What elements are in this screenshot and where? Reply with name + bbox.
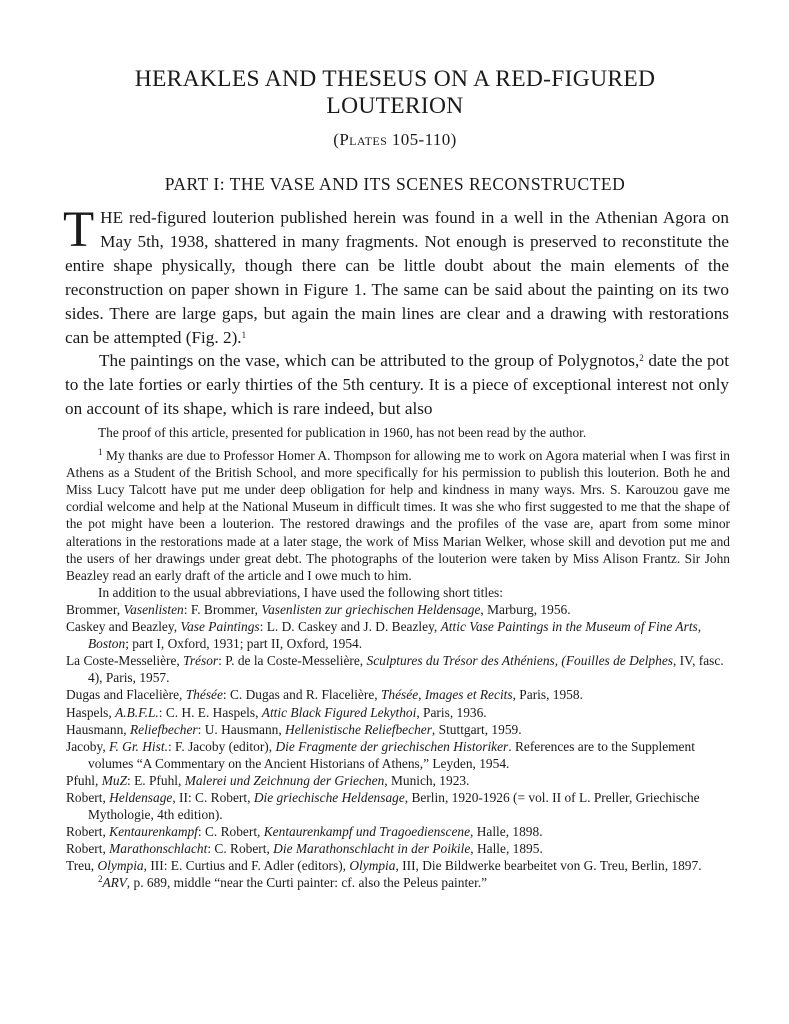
- footnotes: [66, 424, 730, 892]
- footnote-ref-1[interactable]: 1: [241, 329, 247, 340]
- drop-cap: T: [63, 202, 95, 258]
- abbreviation-entry: Dugas and Flacelière, Thésée: C. Dugas and R. Flacelière, Thésée, Images et Recits, Paris, 1958.: [66, 687, 583, 703]
- proof-note: The proof of this article, presented for publication in 1960, has not been read by the author.: [98, 425, 587, 440]
- abbreviations-list: [66, 601, 730, 875]
- abbreviation-entry: Pfuhl, MuZ: E. Pfuhl, Malerei und Zeichnung der Griechen, Munich, 1923.: [66, 772, 470, 788]
- plates-range: 105-110): [391, 130, 457, 149]
- paragraph-1: THE red-figured louterion published herein was found in a well in the Athenian Agora on May 5th, 1938, shattered in many fragments. Not enough is preserved to reconstitute the entire shape physically, though there can be little doubt about the main elements of the reconstruction on paper shown in Figure 1. The same can be said about the painting on its two sides. There are large gaps, but again the main lines are clear and a drawing with restorations can be attempted (Fig. 2).$^1$: [63, 202, 729, 347]
- footnote-1: $^1$ My thanks are due to Professor Homer A. Thompson for allowing me to work on Agora material when I was first in Athens as a Student of the British School, and more specifically for his permission to publish this louterion. Both he and Miss Lucy Talcott have put me under deep obligation for help and kindness in many ways. Mrs. S. Karouzou gave me cordial welcome and help at the National Museum in difficult times. It was she who first suggested to me that the shape of the pot might have been a louterion. The restored drawings and the profiles of the vase are, apart from some minor alterations in the restorations made at a later stage, the work of Miss Marian Welker, whose skill and devotion put me and the users of her drawings under great debt. The photographs of the louterion were taken by Miss Alison Frantz. Sir John Beazley read an early draft of the article and I owe much to him.: [66, 447, 730, 583]
- body-text: [63, 202, 729, 421]
- abbreviation-entry: La Coste-Messelière, Trésor: P. de la Coste-Messelière, Sculptures du Trésor des Athéniens, (Fouilles de Delphes, IV, fasc. 4), Paris, 1957.: [66, 653, 724, 686]
- abbreviation-entry: Haspels, A.B.F.L.: C. H. E. Haspels, Attic Black Figured Lekythoi, Paris, 1936.: [66, 704, 487, 720]
- article-title: [60, 66, 730, 120]
- abbreviations-intro: In addition to the usual abbreviations, I have used the following short titles:: [98, 584, 503, 600]
- plates-label: Plates: [339, 130, 388, 149]
- abbreviation-entry: Hausmann, Reliefbecher: U. Hausmann, Hellenistische Reliefbecher, Stuttgart, 1959.: [66, 721, 522, 737]
- abbreviation-entry: Robert, Kentaurenkampf: C. Robert, Kentaurenkampf und Tragoedienscene, Halle, 1898.: [66, 824, 543, 840]
- paragraph-2: The paintings on the vase, which can be attributed to the group of Polygnotos,$^2$ date the pot to the late forties or early thirties of the 5th century. It is a piece of exceptional interest not only on account of its shape, which is rare indeed, but also: [65, 351, 729, 419]
- abbreviation-entry: Robert, Heldensage, II: C. Robert, Die griechische Heldensage, Berlin, 1920-1926 (= vol. II of L. Preller, Griechische Mythologie, 4th edition).: [66, 789, 700, 823]
- plates-reference: (Plates 105-110): [333, 130, 457, 149]
- footnote-ref-2[interactable]: 2: [639, 353, 644, 364]
- abbreviation-entry: Treu, Olympia, III: E. Curtius and F. Adler (editors), Olympia, III, Die Bildwerke bearbeitet von G. Treu, Berlin, 1897.: [66, 858, 702, 874]
- abbreviation-entry: Robert, Marathonschlacht: C. Robert, Die Marathonschlacht in der Poikile, Halle, 1895.: [66, 841, 543, 857]
- abbreviation-entry: Jacoby, F. Gr. Hist.: F. Jacoby (editor), Die Fragmente der griechischen Historiker. References are to the Supplement volumes “A Commentary on the Ancient Historians of Athens,” Leyden, 1954.: [66, 738, 695, 771]
- title-line-1: HERAKLES AND THESEUS ON A RED-FIGURED: [134, 66, 656, 92]
- footnote-2: $^2$ARV, p. 689, middle “near the Curti painter: cf. also the Peleus painter.”: [98, 874, 488, 891]
- title-line-2: LOUTERION: [326, 93, 464, 119]
- abbreviation-entry: Brommer, Vasenlisten: F. Brommer, Vasenlisten zur griechischen Heldensage, Marburg, 1956.: [66, 601, 571, 617]
- abbreviation-entry: Caskey and Beazley, Vase Paintings: L. D. Caskey and J. D. Beazley, Attic Vase Paintings in the Museum of Fine Arts, Boston; part I, Oxford, 1931; part II, Oxford, 1954.: [66, 619, 702, 652]
- section-heading: PART I: THE VASE AND ITS SCENES RECONSTRUCTED: [164, 174, 626, 194]
